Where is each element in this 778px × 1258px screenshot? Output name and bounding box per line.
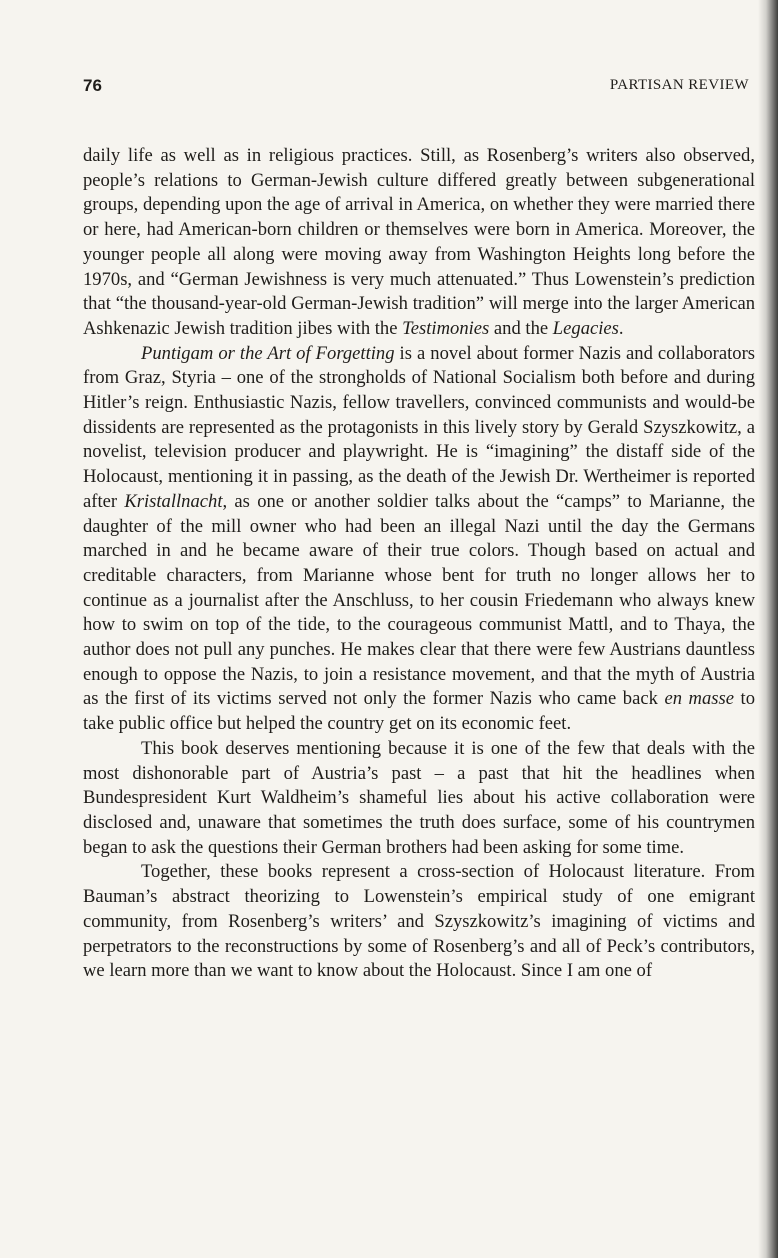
text-run: daily life as well as in religious practices. Still, as Rosenberg’s writers also observed, people’s relations to German-Jewish culture differed greatly between subgenerational groups, depending upon the age of arrival in America, on whether they were married there or here, had American-born children or themselves were born in America. Moreover, the younger people all along were moving away from Washington Heights long before the 1970s, and “German Jewishness is very much attenuated.” Thus Lowenstein’s prediction that “the thousand-year-old German-Jewish tradition” will merge into the larger American Ashkenazic Jewish tradition jibes with the — [83, 145, 755, 339]
page-number: 76 — [83, 76, 102, 95]
page-edge-shadow — [758, 0, 778, 1258]
page-header — [83, 76, 749, 100]
running-head: PARTISAN REVIEW — [609, 77, 749, 93]
italic-term: Kristallnacht — [124, 490, 223, 512]
text-run: to take public office but helped the country get on its economic feet. — [83, 688, 755, 735]
book-title: Legacies — [552, 317, 619, 339]
italic-term: en masse — [664, 688, 734, 710]
text-run: , as one or another soldier talks about the “camps” to Marianne, the daughter of the mill owner who had been an illegal Nazi until the day the Germans marched in and he became aware of their true colors. Though based on actual and creditable characters, from Marianne whose bent for truth no longer allows her to continue as a journalist after the Anschluss, to her cousin Friedemann who always knew how to swim on top of the tide, to the courageous communist Mattl, and to Thaya, the author does not pull any punches. He makes clear that there were few Austrians dauntless enough to oppose the Nazis, to join a resistance movement, and that the myth of Austria as the first of its victims served not only the former Nazis who came back — [83, 490, 755, 710]
text-run: . — [618, 317, 624, 339]
book-title: Puntigam or the Art of Forgetting — [141, 342, 395, 364]
book-title: Testimonies — [402, 317, 490, 339]
text-run: is a novel about former Nazis and collaborators from Graz, Styria – one of the strongholds of National Socialism both before and during Hitler’s reign. Enthusiastic Nazis, fellow travellers, convinced communists and would-be dissidents are represented as the protagonists in this lively story by Gerald Szyszkowitz, a novelist, television producer and playwright. He is “imagining” the distaff side of the Holocaust, mentioning it in passing, as the death of the Jewish Dr. Wertheimer is reported after — [83, 342, 755, 512]
paragraph-4 — [83, 860, 755, 984]
text-run: This book deserves mentioning because it is one of the few that deals with the most dishonorable part of Austria’s past – a past that hit the headlines when Bundespresident Kurt Waldheim’s shameful lies about his active collaboration were disclosed and, unaware that sometimes the truth does surface, some of his countrymen began to ask the questions their German brothers had been asking for some time. — [83, 737, 755, 858]
paragraph-1 — [83, 144, 755, 342]
paragraph-2 — [83, 342, 755, 737]
text-run: and the — [489, 317, 553, 339]
paragraph-3 — [83, 737, 755, 861]
body-text — [83, 144, 755, 984]
text-run: Together, these books represent a cross-section of Holocaust literature. From Bauman’s abstract theorizing to Lowenstein’s empirical study of one emigrant community, from Rosenberg’s writers’ and Szyszkowitz’s imagining of victims and perpetrators to the reconstructions by some of Rosenberg’s and all of Peck’s contributors, we learn more than we want to know about the Holocaust. Since I am one of — [83, 861, 755, 982]
